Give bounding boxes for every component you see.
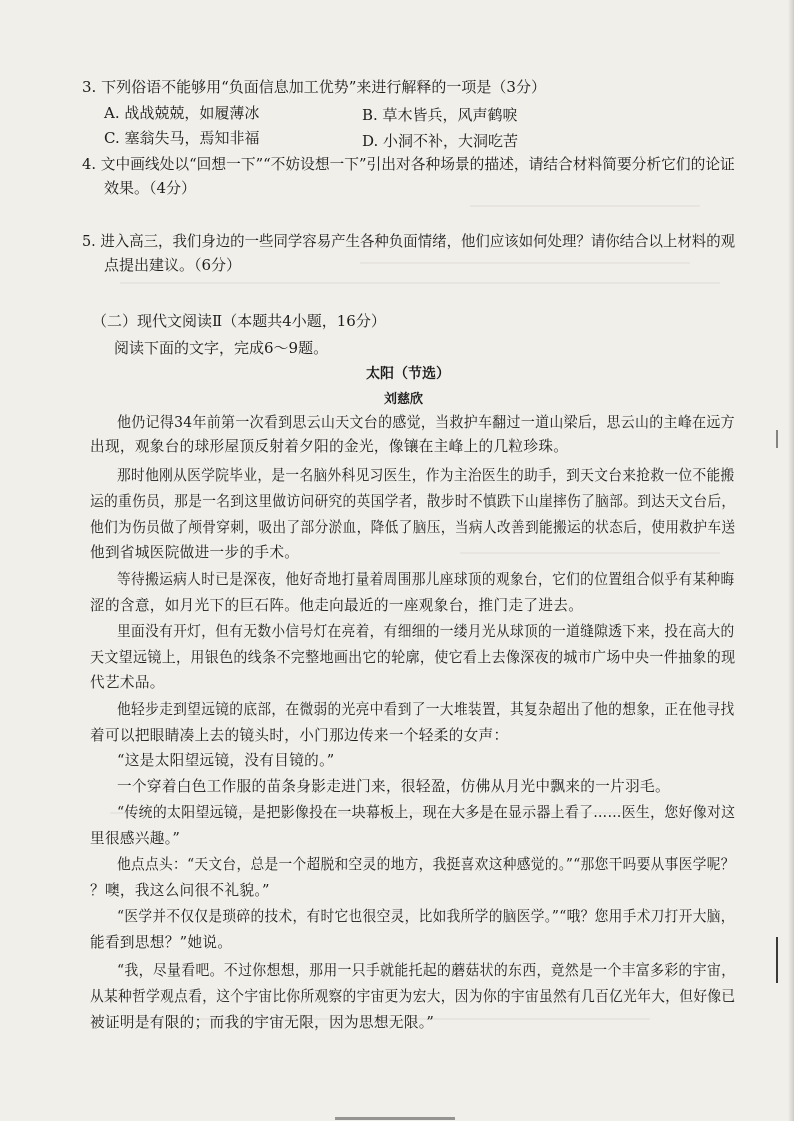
passage-line: 被证明是有限的；而我的宇宙无限，因为思想无限。” (90, 1014, 435, 1031)
passage-line: “我，尽量看吧。不过你想想，那用一只手就能托起的蘑菇状的东西，竟然是一个丰富多彩的宇宙， (117, 962, 736, 979)
passage-line: 里面没有开灯，但有无数小信号灯在亮着，有细细的一缕月光从球顶的一道缝隙透下来，投在高大的 (117, 623, 735, 640)
section-header: （二）现代文阅读Ⅱ（本题共4小题，16分） (92, 312, 386, 330)
passage-line: 一个穿着白色工作服的苗条身影走进门来，很轻盈，仿佛从月光中飘来的一片羽毛。 (117, 778, 670, 795)
section-instruction: 阅读下面的文字，完成6～9题。 (114, 339, 329, 357)
passage-line: 代艺术品。 (90, 674, 165, 691)
bleed-through-mark (360, 262, 690, 264)
scan-shadow (788, 0, 794, 1121)
footer-fragment (335, 1117, 455, 1120)
question-3-option-c: C. 塞翁失马，焉知非福 (104, 129, 260, 147)
question-3-option-d: D. 小洞不补，大洞吃苦 (362, 132, 519, 150)
passage-line: 他仍记得34年前第一次看到思云山天文台的感觉，当救护车翻过一道山梁后，思云山的主峰在远方 (117, 414, 735, 431)
question-4-line-1: 4. 文中画线处以“回想一下”“不妨设想一下”引出对各种场景的描述，请结合材料简要分析它们的论证 (82, 155, 735, 173)
question-4-line-2: 效果。（4分） (104, 179, 197, 197)
passage-line: 运的重伤员，那是一名到这里做访问研究的英国学者，散步时不慎跌下山崖摔伤了脑部。到达天文台后， (90, 493, 736, 510)
passage-line: 他点点头：“天文台，总是一个超脱和空灵的地方，我挺喜欢这种感觉的。”“那您干吗要从事医学呢？ (117, 856, 735, 873)
passage-line: 出现，观象台的球形屋顶反射着夕阳的金光，像镶在主峰上的几粒珍珠。 (90, 438, 569, 455)
passage-line: 天文望远镜上，用银色的线条不完整地画出它的轮廓，使它看上去像深夜的城市广场中央一件抽象的现 (90, 649, 736, 666)
question-3-option-b: B. 草木皆兵，风声鹤唳 (362, 106, 518, 124)
passage-line: 那时他刚从医学院毕业，是一名脑外科见习医生，作为主治医生的助手，到天文台来抢救一位不能搬 (117, 467, 735, 484)
passage-line: 着可以把眼睛凑上去的镜头时，小门那边传来一个轻柔的女声： (90, 727, 509, 744)
passage-line: 从某种哲学观点看，这个宇宙比你所观察的宇宙更为宏大，因为你的宇宙虽然有几百亿光年大，但好像已 (90, 988, 736, 1005)
question-3-option-a: A. 战战兢兢，如履薄冰 (104, 104, 260, 122)
passage-line: 等待搬运病人时已是深夜，他好奇地打量着周围那儿座球顶的观象台，它们的位置组合似乎有某种晦 (117, 571, 735, 588)
bleed-through-mark (460, 552, 720, 554)
passage-line: ？噢，我这么问很不礼貌。” (90, 882, 270, 899)
passage-line: 能看到思想？”她说。 (90, 934, 233, 951)
passage-line: 他到省城医院做进一步的手术。 (90, 544, 300, 561)
passage-line: 他轻步走到望远镜的底部，在微弱的光亮中看到了一大堆装置，其复杂超出了他的想象，正在他寻找 (117, 701, 735, 718)
scan-edge-mark (776, 937, 778, 983)
bleed-through-mark (120, 282, 720, 284)
passage-author: 刘慈欣 (384, 392, 424, 407)
question-3-stem: 3. 下列俗语不能够用“负面信息加工优势”来进行解释的一项是（3分） (82, 78, 546, 96)
passage-line: 他们为伤员做了颅骨穿刺，吸出了部分淤血，降低了脑压，当病人改善到能搬运的状态后，使用救护车送 (90, 519, 736, 536)
passage-line: “传统的太阳望远镜，是把影像投在一块幕板上，现在大多是在显示器上看了……医生，您好像对这 (117, 804, 736, 821)
passage-line: 里很感兴趣。” (90, 830, 181, 847)
passage-line: “医学并不仅仅是琐碎的技术，有时它也很空灵，比如我所学的脑医学。”“哦？您用手术刀打开大脑， (117, 908, 735, 925)
question-5-line-1: 5. 进入高三，我们身边的一些同学容易产生各种负面情绪，他们应该如何处理？请你结合以上材料的观 (82, 232, 736, 250)
question-5-line-2: 点提出建议。（6分） (104, 256, 242, 274)
scan-edge-mark (776, 430, 778, 448)
passage-title: 太阳（节选） (366, 366, 450, 382)
passage-line: 涩的含意，如月光下的巨石阵。他走向最近的一座观象台，推门走了进去。 (90, 597, 584, 614)
passage-line: “这是太阳望远镜，没有目镜的。” (117, 752, 335, 769)
bleed-through-mark (470, 205, 700, 207)
